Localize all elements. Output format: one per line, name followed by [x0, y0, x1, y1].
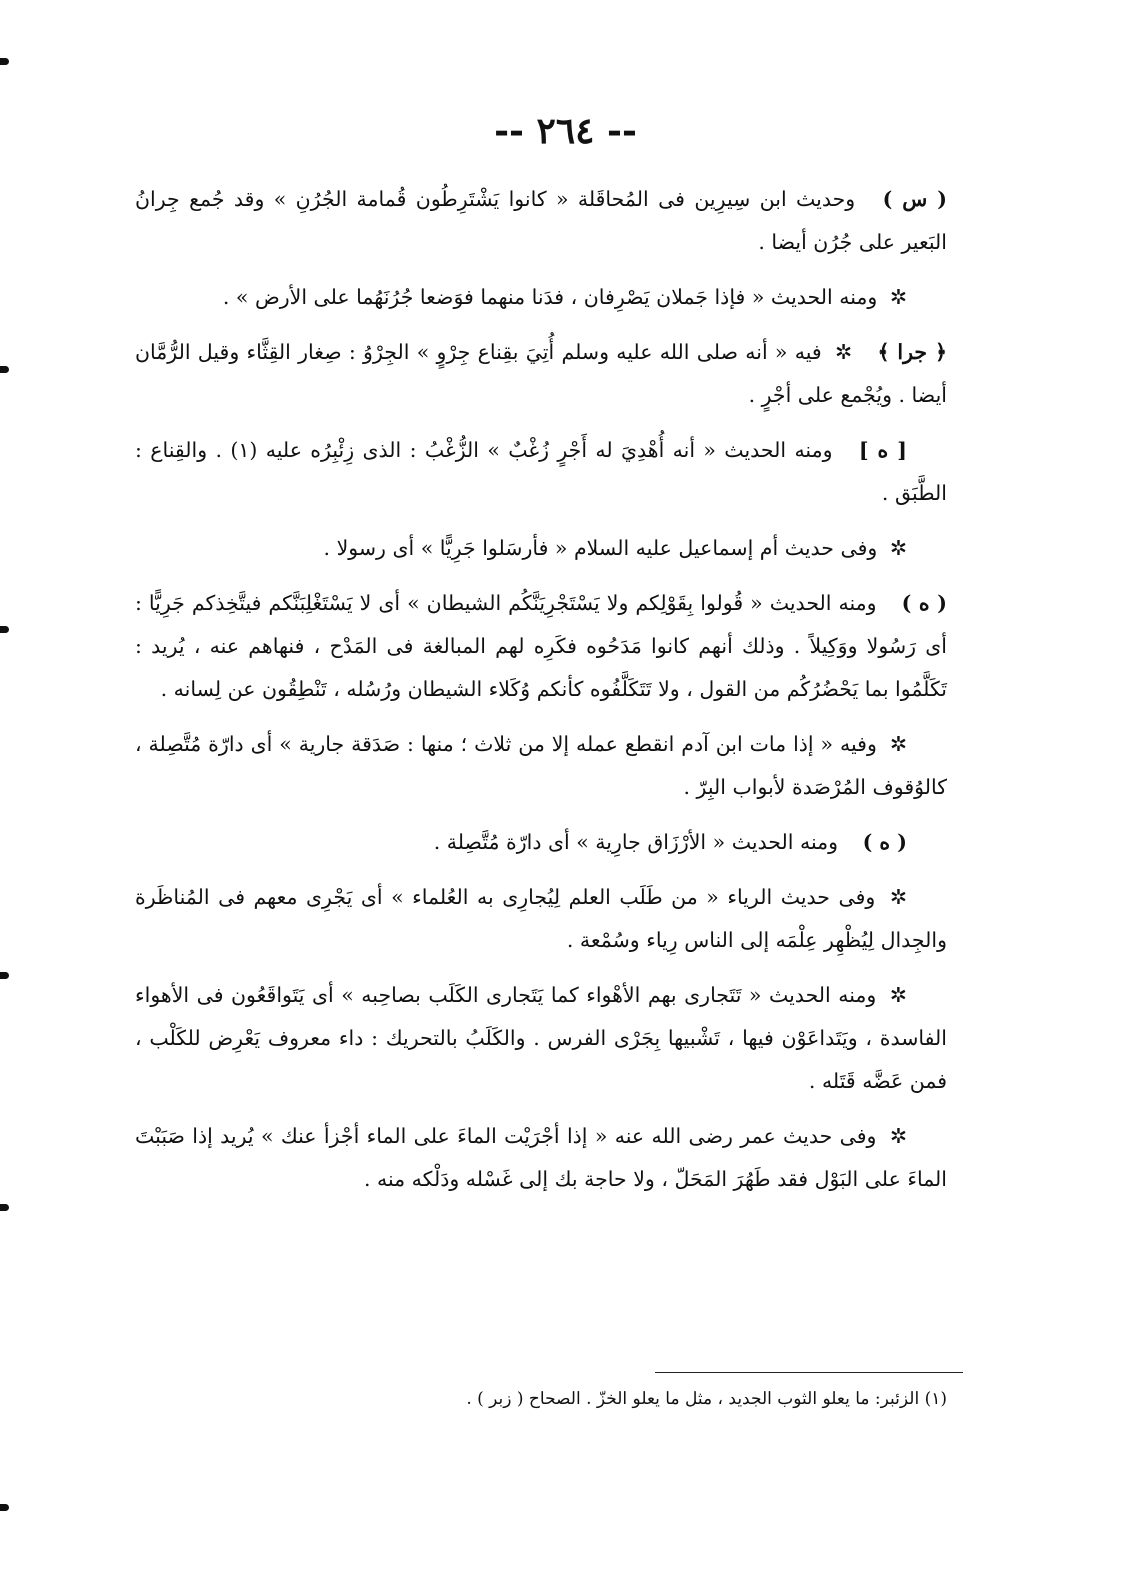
scan-edge-mark	[0, 972, 9, 979]
paragraph-text: ومنه الحديث « أنه أُهْدِيَ له أَجْرٍ زُغْبٌ » الزُّغْبُ : الذى زِئْبِرُه عليه (١) . والقِناع : الطَّبَق .	[135, 438, 947, 505]
paragraph-text: وفى حديث أم إسماعيل عليه السلام « فأرسَلوا جَرِيًّا » أى رسولا .	[323, 536, 878, 560]
paragraph-text: ومنه الحديث « قُولوا بِقَوْلِكم ولا يَسْتَجْرِيَنَّكُم الشيطان » أى لا يَسْتَغْلِبَنَّكم فيتَّخِذكم جَرِيًّا : أى رَسُولا ووَكِيلاً . وذلك أنهم كانوا مَدَحُوه فكَرِه لهم المبالغة فى المَدْح ، فنهاهم عنه ، يُريد : تَكَلَّمُوا بما يَحْضُرُكُم من القول ، ولا تَتَكَلَّفُوه كأنكم وُكَلاء الشيطان ورُسُله ، تَنْطِقُون عن لِسانه .	[135, 591, 947, 701]
star-marker: ✲	[889, 536, 907, 560]
paragraph-text: فيه « أنه صلى الله عليه وسلم أُتِيَ بقِناع جِرْوٍ » الجِرْوُ : صِغار القِثَّاء وقيل الرُّمَّان أيضا . ويُجْمع على أجْرٍ .	[135, 340, 947, 407]
paragraph	[135, 582, 947, 711]
scan-edge-mark	[0, 1504, 9, 1511]
paragraph	[135, 723, 947, 809]
paragraph	[135, 974, 947, 1103]
paragraph	[135, 178, 947, 264]
paragraph	[135, 876, 947, 962]
paragraph-text: وحديث ابن سِيرِين فى المُحاقَلة « كانوا يَشْتَرِطُون قُمامة الجُرُنِ » وقد جُمع جِرانُ البَعير على جُرُن أيضا .	[135, 187, 947, 254]
star-marker: ✲	[889, 983, 907, 1007]
paragraph-text: وفيه « إذا مات ابن آدم انقطع عمله إلا من ثلاث ؛ منها : صَدَقة جارية » أى دارّة مُتَّصِلة ، كالوُقوف المُرْصَدة لأبواب البِرّ .	[135, 732, 947, 799]
star-marker: ✲	[889, 732, 907, 756]
paragraph-text: ومنه الحديث « فإذا جَملان يَصْرِفان ، فدَنا منهما فوَضعا جُرُنَهُما على الأرض » .	[222, 285, 878, 309]
paragraph-text: وفى حديث الرياء « من طَلَب العلم لِيُجارِى به العُلماء » أى يَجْرِى معهم فى المُناظَرة والجِدال لِيُظْهِر عِلْمَه إلى الناس رِياء وسُمْعة .	[135, 885, 947, 952]
paragraph-label: ( ه )	[901, 591, 947, 615]
star-marker: ✲	[889, 285, 907, 309]
star-marker: ✲	[889, 1124, 907, 1148]
scan-edge-mark	[0, 366, 9, 373]
entry-heading: ﴿ جرا ﴾	[877, 340, 947, 364]
paragraph-text: ومنه الحديث « تَتَجارى بهم الأهْواء كما يَتَجارى الكَلَب بصاحِبه » أى يَتَواقَعُون فى الأهواء الفاسدة ، ويَتَداعَوْن فيها ، تَشْبيها بِجَرْى الفرس . والكَلَبُ بالتحريك : داء معروف يَعْرِض للكَلْب ، فمن عَضَّه قَتَله .	[135, 983, 947, 1093]
footnote-divider	[655, 1372, 963, 1373]
scan-edge-mark	[0, 58, 9, 65]
paragraph	[135, 331, 947, 417]
paragraph	[135, 429, 947, 515]
paragraph	[135, 527, 947, 570]
main-text	[135, 178, 947, 1213]
scan-edge-mark	[0, 626, 9, 633]
paragraph-label: ( ه )	[862, 830, 907, 854]
star-marker: ✲	[835, 340, 853, 364]
scan-edge-mark	[0, 1204, 9, 1211]
paragraph-label: ( س )	[882, 187, 947, 211]
footnote: (١) الزئبر: ما يعلو الثوب الجديد ، مثل ما يعلو الخزّ . الصحاح ( زبر ) .	[466, 1389, 947, 1409]
paragraph	[135, 1115, 947, 1201]
page-number: -- ٢٦٤ --	[494, 110, 637, 152]
paragraph	[135, 276, 947, 319]
star-marker: ✲	[889, 885, 907, 909]
paragraph-text: ومنه الحديث « الأرْزَاق جارِية » أى دارّة مُتَّصِلة .	[433, 830, 839, 854]
paragraph-text: وفى حديث عمر رضى الله عنه « إذا أجْرَيْت الماءَ على الماء أجْزأ عنك » يُريد إذا صَبَبْتَ الماءَ على البَوْل فقد طَهُرَ المَحَلّ ، ولا حاجة بك إلى غَسْله ودَلْكه منه .	[135, 1124, 947, 1191]
paragraph	[135, 821, 947, 864]
paragraph-label: [ ه ]	[858, 438, 907, 462]
